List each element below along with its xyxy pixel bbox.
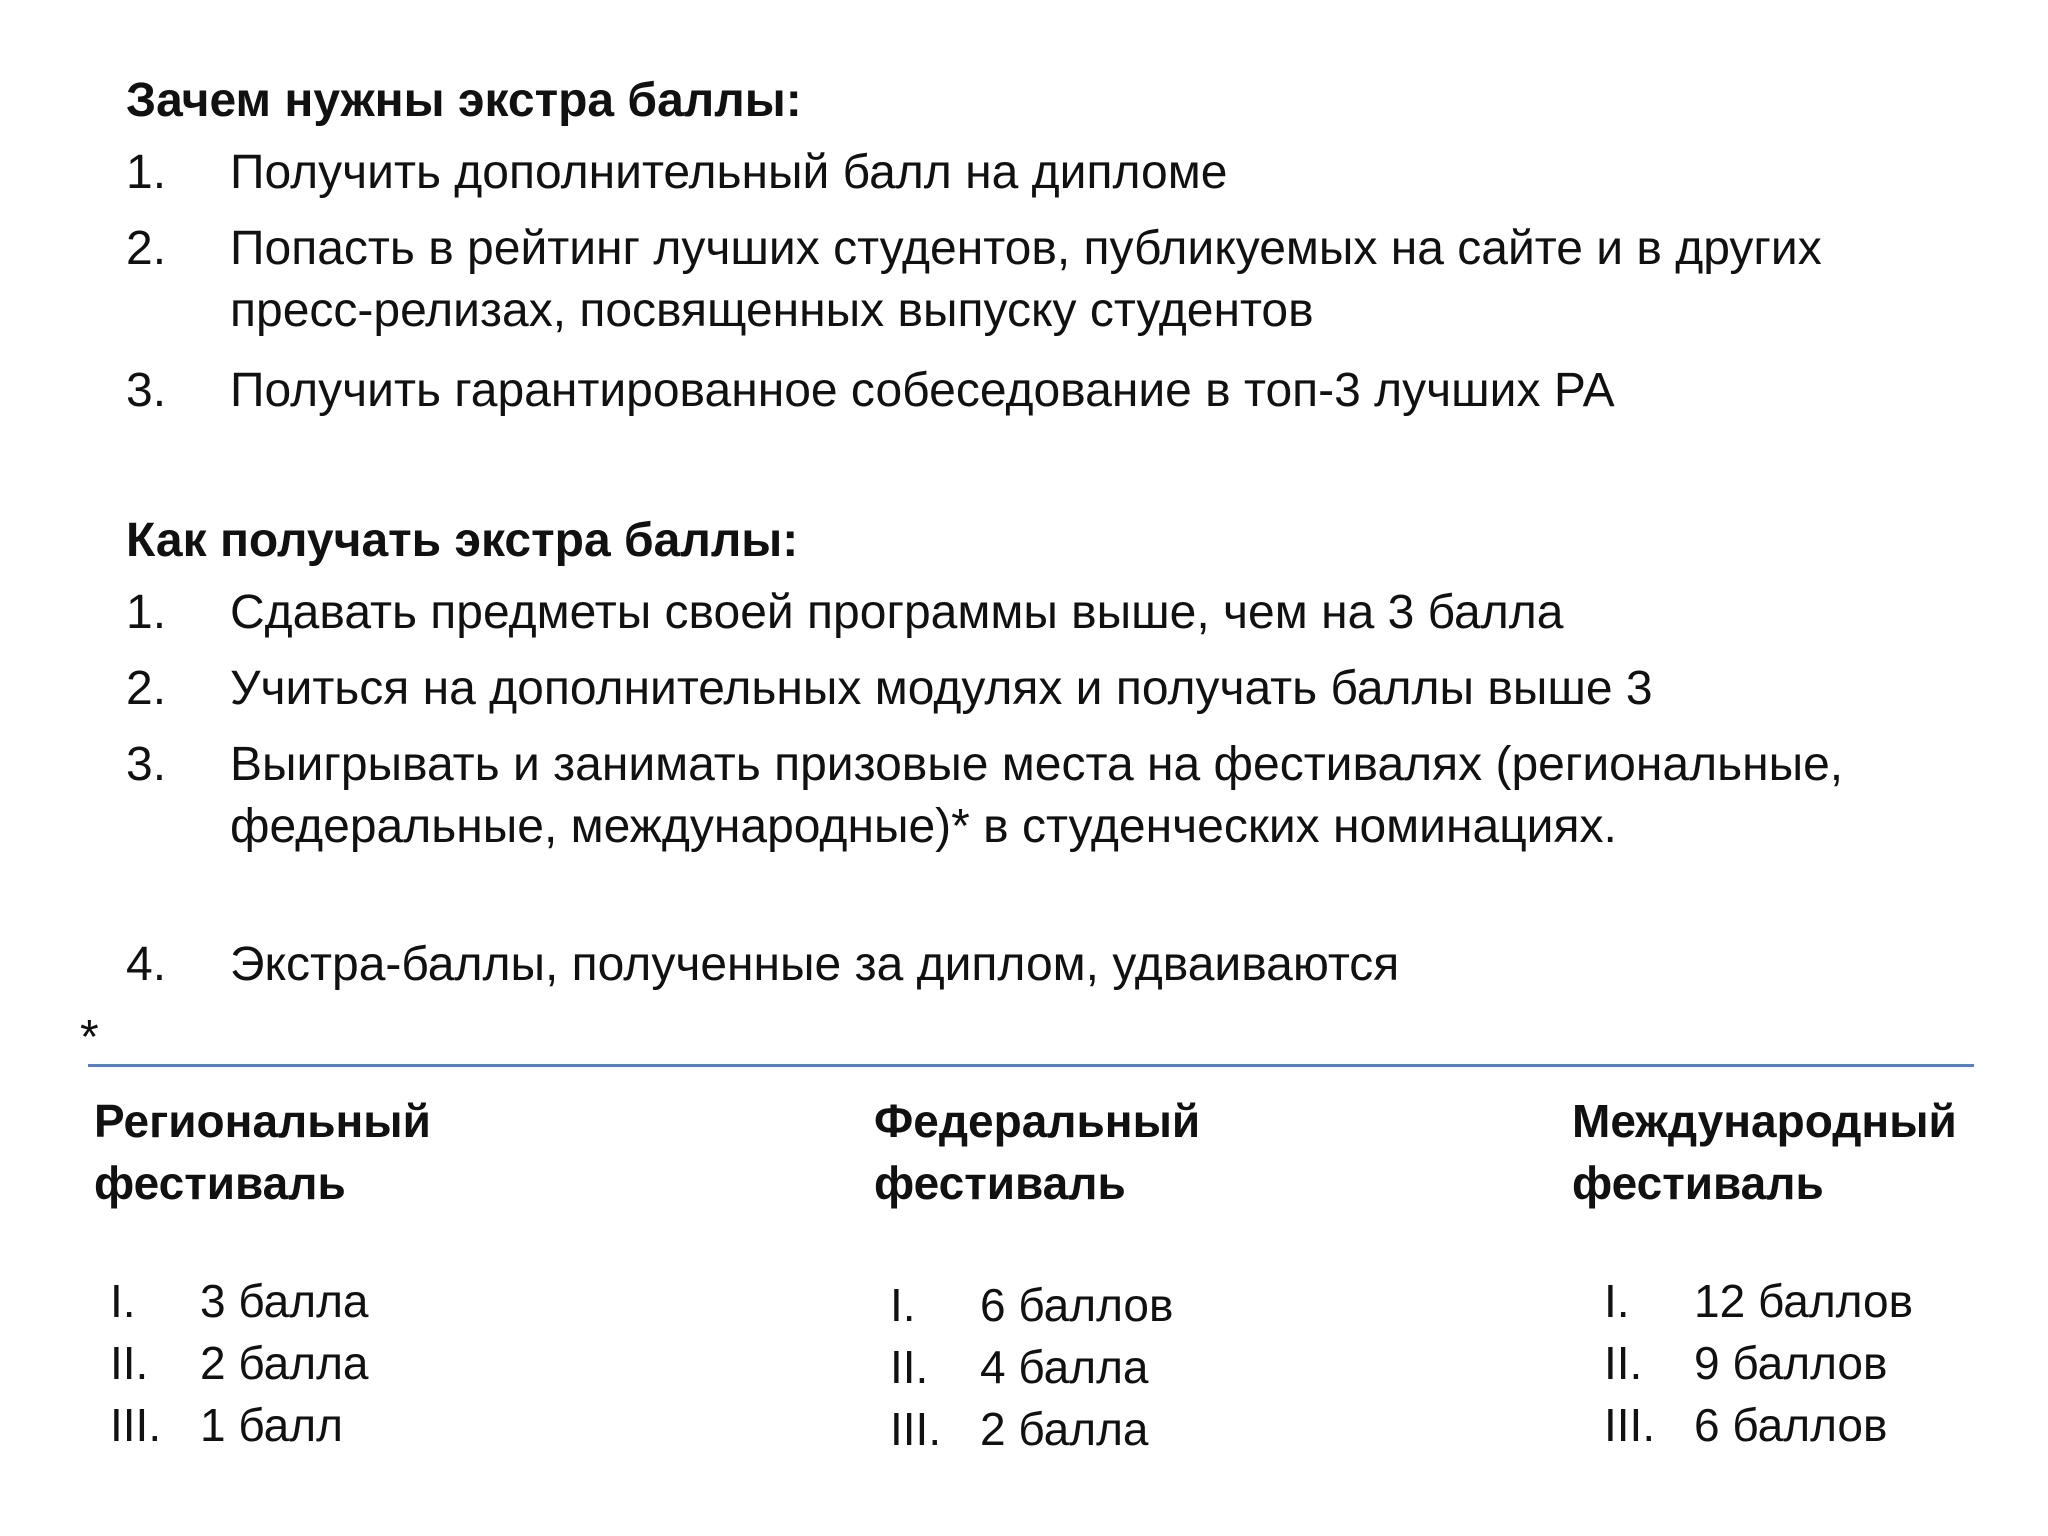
federal-rank-1-place: I.	[890, 1279, 916, 1331]
international-festival-title-line2: фестиваль	[1572, 1157, 1824, 1209]
federal-festival-title-line1: Федеральный	[874, 1095, 1201, 1147]
how-item-1-number: 1.	[126, 586, 167, 639]
regional-rank-1-points: 3 балла	[200, 1275, 369, 1327]
why-item-2-number: 2.	[126, 222, 167, 275]
why-heading: Зачем нужны экстра баллы:	[126, 74, 802, 127]
international-rank-2-points: 9 баллов	[1694, 1337, 1888, 1389]
footnote-divider	[88, 1064, 1974, 1067]
federal-rank-1-points: 6 баллов	[980, 1279, 1174, 1331]
international-rank-1-place: I.	[1604, 1275, 1630, 1327]
how-item-2-text: Учиться на дополнительных модулях и получать баллы выше 3	[230, 662, 1653, 715]
regional-rank-3-place: III.	[110, 1399, 162, 1451]
international-festival-title-line1: Международный	[1572, 1095, 1957, 1147]
regional-rank-3-points: 1 балл	[200, 1399, 343, 1451]
international-rank-2-place: II.	[1604, 1337, 1643, 1389]
how-item-3-number: 3.	[126, 738, 167, 791]
regional-rank-1-place: I.	[110, 1275, 136, 1327]
international-rank-3-points: 6 баллов	[1694, 1399, 1888, 1451]
federal-festival-title	[874, 1090, 1200, 1214]
why-item-2-text: Попасть в рейтинг лучших студентов, публикуемых на сайте и в других пресс-релизах, посвященных выпуску студентов	[230, 222, 1822, 337]
federal-rank-3-place: III.	[890, 1403, 942, 1455]
why-item-3-number: 3.	[126, 364, 167, 417]
regional-festival-title-line1: Региональный	[94, 1095, 431, 1147]
regional-festival-title	[94, 1090, 431, 1214]
international-rank-1-points: 12 баллов	[1694, 1275, 1914, 1327]
how-item-1-text: Сдавать предметы своей программы выше, чем на 3 балла	[230, 586, 1564, 639]
why-item-3-text: Получить гарантированное собеседование в топ-3 лучших РА	[230, 364, 1615, 417]
how-item-4-text: Экстра-баллы, полученные за диплом, удваиваются	[230, 938, 1400, 991]
federal-rank-3-points: 2 балла	[980, 1403, 1149, 1455]
how-item-4-number: 4.	[126, 938, 167, 991]
regional-festival-title-line2: фестиваль	[94, 1157, 346, 1209]
federal-festival-title-line2: фестиваль	[874, 1157, 1126, 1209]
why-item-1-text: Получить дополнительный балл на дипломе	[230, 146, 1228, 199]
federal-rank-2-points: 4 балла	[980, 1341, 1149, 1393]
international-festival-title	[1572, 1090, 1957, 1214]
regional-rank-2-place: II.	[110, 1337, 149, 1389]
why-item-1-number: 1.	[126, 146, 167, 199]
how-item-2-number: 2.	[126, 662, 167, 715]
how-item-3-text: Выигрывать и занимать призовые места на фестивалях (региональные, федеральные, международные)* в студенческих номинациях.	[230, 738, 1844, 853]
how-heading: Как получать экстра баллы:	[126, 514, 799, 567]
federal-rank-2-place: II.	[890, 1341, 929, 1393]
regional-rank-2-points: 2 балла	[200, 1337, 369, 1389]
international-rank-3-place: III.	[1604, 1399, 1656, 1451]
footnote-asterisk: *	[80, 1011, 99, 1064]
